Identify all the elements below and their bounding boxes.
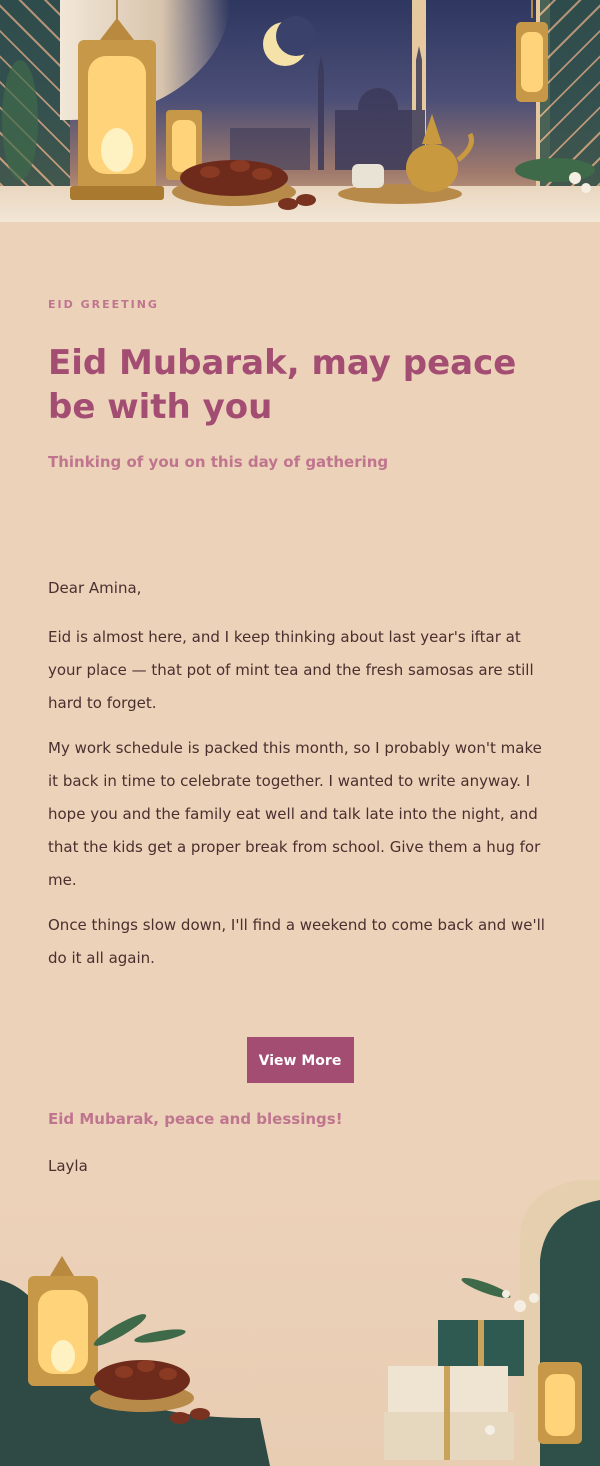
hero-scene (0, 0, 600, 222)
letter-body (48, 572, 552, 987)
letter-paragraph: Once things slow down, I'll find a weekend to come back and we'll do it all again. (48, 916, 545, 967)
cta-container (0, 1037, 600, 1083)
lantern-icon (516, 0, 548, 102)
view-more-button[interactable]: View More (247, 1037, 354, 1083)
teacup-icon (352, 164, 384, 188)
closing-line: Eid Mubarak, peace and blessings! (48, 1110, 343, 1128)
subheadline: Thinking of you on this day of gathering (48, 453, 389, 471)
signature: Layla (48, 1157, 88, 1175)
footer-scene (0, 1180, 600, 1466)
lantern-icon (538, 1362, 582, 1444)
mosque-icon (230, 46, 425, 170)
hero-illustration (0, 0, 600, 222)
crescent-moon-icon (263, 16, 316, 66)
greeting-header (48, 290, 552, 471)
headline: Eid Mubarak, may peace be with you (48, 343, 517, 427)
eyebrow-label: EID GREETING (48, 298, 159, 311)
footer-illustration (0, 1180, 600, 1466)
salutation: Dear Amina, (48, 579, 142, 597)
lantern-icon (70, 0, 164, 200)
letter-paragraph: My work schedule is packed this month, so I probably won't make it back in time to celebrate together. I wanted to write anyway. I hope you and the family eat well and talk late into the night, and that the kids get a proper break from school. Give them a hug for me. (48, 739, 542, 889)
letter-paragraph: Eid is almost here, and I keep thinking about last year's iftar at your place — that pot of mint tea and the fresh samosas are still hard to forget. (48, 628, 534, 712)
